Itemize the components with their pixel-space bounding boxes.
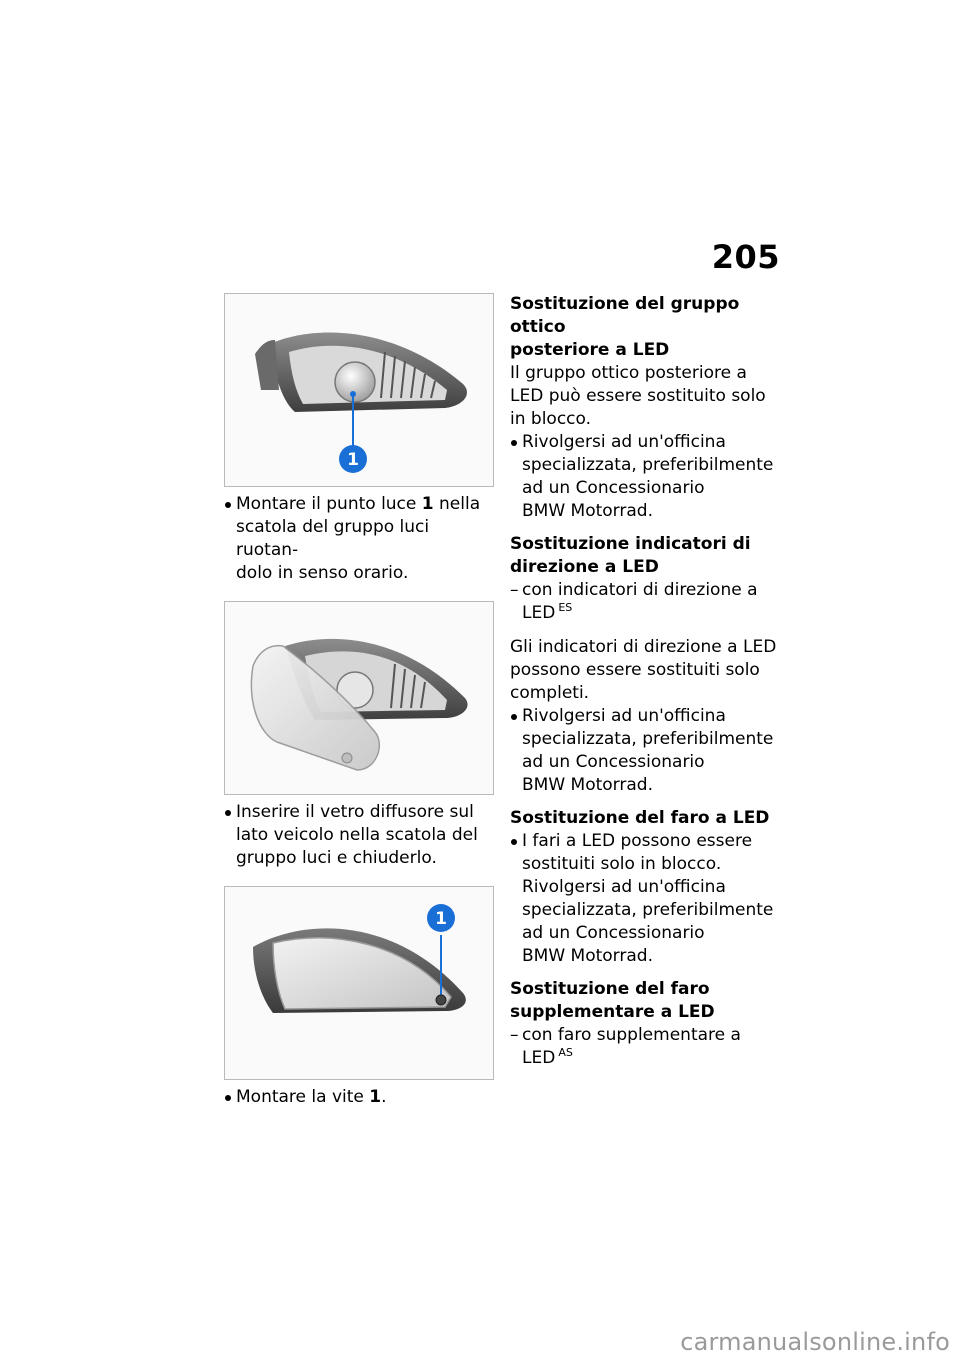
left-column: [224, 293, 494, 1109]
section-rear-light: Sostituzione del gruppo ottico posteriore a LED Il gruppo ottico posteriore a LED può essere sostituito solo in blocco. Rivolgersi ad un'officina specializzata, preferibilmente ad un Concessionario BMW Motorrad.: [510, 293, 780, 523]
figure-lens-install: [224, 601, 494, 795]
section-headlight: Sostituzione del faro a LED I fari a LED possono essere sostituiti solo in blocco. Rivolgersi ad un'officina specializzata, preferibilmente ad un Concessionario BMW Motorrad.: [510, 807, 780, 968]
figure-screw-install: [224, 886, 494, 1080]
section-heading: posteriore a LED: [510, 340, 670, 360]
section-heading: Sostituzione del gruppo ottico: [510, 294, 740, 337]
tail-light-housing-illustration: [225, 294, 493, 486]
page-number: 205: [711, 238, 780, 276]
step-mount-bulb: Montare il punto luce 1 nella scatola del gruppo luci ruotan- dolo in senso orario.: [224, 493, 494, 585]
watermark: carmanualsonline.info: [680, 1328, 950, 1356]
step-insert-lens: Inserire il vetro diffusore sul lato veicolo nella scatola del gruppo luci e chiuderlo.: [224, 801, 494, 870]
figure-bulb-install: [224, 293, 494, 487]
callout-number: 1: [347, 450, 359, 470]
tail-light-lens-illustration: [225, 602, 493, 794]
section-auxiliary-headlight: Sostituzione del faro supplementare a LED – con faro supplementare a LED $^{AS}$: [510, 978, 780, 1070]
section-heading: supplementare a LED: [510, 1002, 715, 1022]
section-heading: Sostituzione indicatori di: [510, 534, 751, 554]
step-mount-screw: Montare la vite 1.: [224, 1086, 494, 1109]
callout-number: 1: [435, 909, 447, 929]
section-turn-indicators: Sostituzione indicatori di direzione a LED – con indicatori di direzione a LED $^{ES}$ Gli indicatori di direzione a LED possono essere sostituiti solo completi. Rivolgersi ad un'officina specializzata, preferibilmente ad un Concessionario BMW Motorrad.: [510, 533, 780, 797]
tail-light-closed-illustration: [225, 887, 493, 1079]
section-heading: Sostituzione del faro a LED: [510, 808, 770, 828]
section-heading: Sostituzione del faro: [510, 979, 710, 999]
section-heading: direzione a LED: [510, 557, 659, 577]
right-column: [510, 293, 780, 1070]
